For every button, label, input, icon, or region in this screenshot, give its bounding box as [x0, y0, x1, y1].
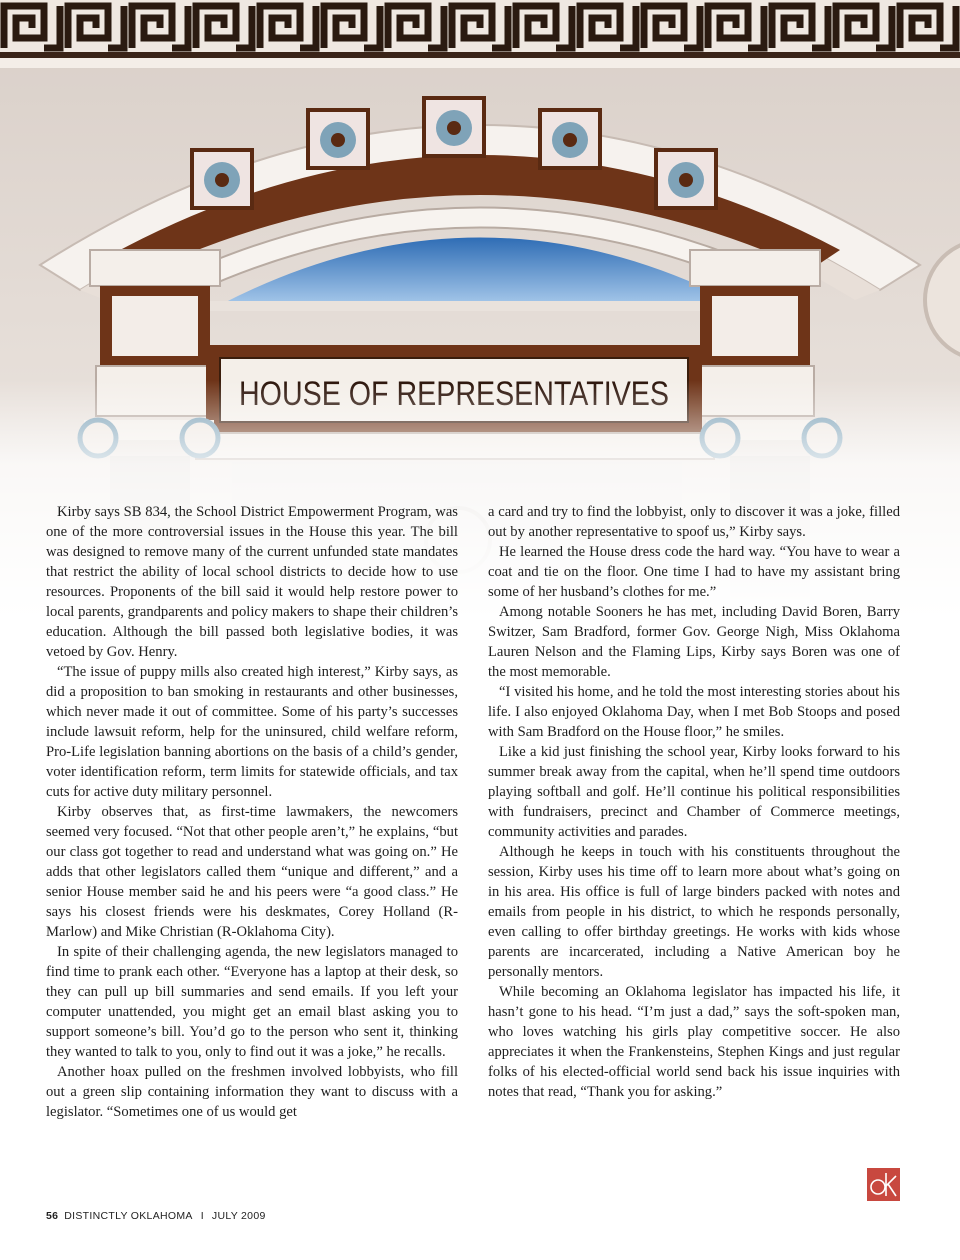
article-left-column [46, 502, 458, 1122]
paragraph: He learned the House dress code the hard way. “You have to wear a coat and tie on the floor. One time I had to have my assistant bring some of her husband’s clothes for me.” [488, 544, 900, 600]
footer-separator: I [200, 1210, 204, 1222]
paragraph: Although he keeps in touch with his constituents throughout the session, Kirby uses his time off to learn more about what’s going on in his area. His office is full of large binders packed with notes and emails from people in his district, to which he responds personally, even calling to offer birthday greetings. He works with kids whose parents are incarcerated, including a Native American boy he personally mentors. [488, 844, 900, 980]
issue-date: JULY 2009 [211, 1210, 266, 1222]
paragraph: Kirby observes that, as first-time lawmakers, the newcomers seemed very focused. “Not that other people aren’t,” he explains, “but our class got together to read and understand what was going on.” He adds that other legislators called them “unique and different,” and a senior House member said he and his peers were “a good class.” He says his closest friends were his deskmates, Corey Holland (R-Marlow) and Mike Christian (R-Oklahoma City). [46, 804, 458, 940]
publication-name: DISTINCTLY OKLAHOMA [64, 1210, 193, 1222]
paragraph: In spite of their challenging agenda, the new legislators managed to find time to prank each other. “Everyone has a laptop at their desk, so they can pull up bill summaries and send emails. If you left your computer unattended, you might get an email blast asking you to support someone’s bill. You’d go to the person who sent it, thinking they wanted to talk to you, only to find out it was a joke,” he recalls. [46, 944, 458, 1060]
paragraph: Kirby says SB 834, the School District Empowerment Program, was one of the more controversial issues in the House this year. The bill was designed to remove many of the current unfunded state mandates that restrict the ability of local school districts to decide how to use resources. Proponents of the bill said it would help restore power to local parents, grandparents and policy makers to shape their children’s education. Although the bill passed both legislative bodies, it was vetoed by Gov. Henry. [46, 504, 458, 660]
paragraph: Like a kid just finishing the school year, Kirby looks forward to his summer break away from the capital, when he’ll spend time outdoors playing softball and golf. He’ll continue his political responsibilities with fundraisers, precinct and Chamber of Commerce meetings, community activities and parades. [488, 744, 900, 840]
paragraph: While becoming an Oklahoma legislator has impacted his life, it hasn’t gone to his head. “I’m just a dad,” says the soft-spoken man, who loves watching his girls play competitive soccer. He also appreciates it when the Frankensteins, Stephen Kings and just regular folks of his elected-official world send back his issue inquiries with notes that read, “Thank you for asking.” [488, 984, 900, 1100]
paragraph: “I visited his home, and he told the most interesting stories about his life. I also enjoyed Oklahoma Day, when I met Bob Stoops and posed with Sam Bradford on the House floor,” he smiles. [488, 684, 900, 740]
paragraph: “The issue of puppy mills also created high interest,” Kirby says, as did a proposition to ban smoking in restaurants and other businesses, which never made it out of committee. Some of his party’s successes include lawsuit reform, help for the uninsured, child welfare reform, Pro-Life legislation banning abortions on the basis of a child’s gender, voter identification reform, term limits for statewide officials, and tax cuts for active duty military personnel. [46, 664, 458, 800]
ok-logo [867, 1168, 900, 1201]
paragraph: Another hoax pulled on the freshmen involved lobbyists, who fill out a green slip containing information they want to discuss with a legislator. “Sometimes one of us would get [46, 1064, 458, 1120]
paragraph: a card and try to find the lobbyist, only to discover it was a joke, filled out by another representative to spoof us,” Kirby says. [488, 504, 900, 540]
greek-key-border [0, 0, 960, 56]
article-right-column [488, 502, 900, 1102]
page-footer [46, 1210, 266, 1222]
paragraph: Among notable Sooners he has met, including David Boren, Barry Switzer, Sam Bradford, former Gov. George Nigh, Miss Oklahoma Lauren Nelson and the Flaming Lips, Kirby says Boren was one of the most memorable. [488, 604, 900, 680]
page-number: 56 [46, 1210, 59, 1222]
